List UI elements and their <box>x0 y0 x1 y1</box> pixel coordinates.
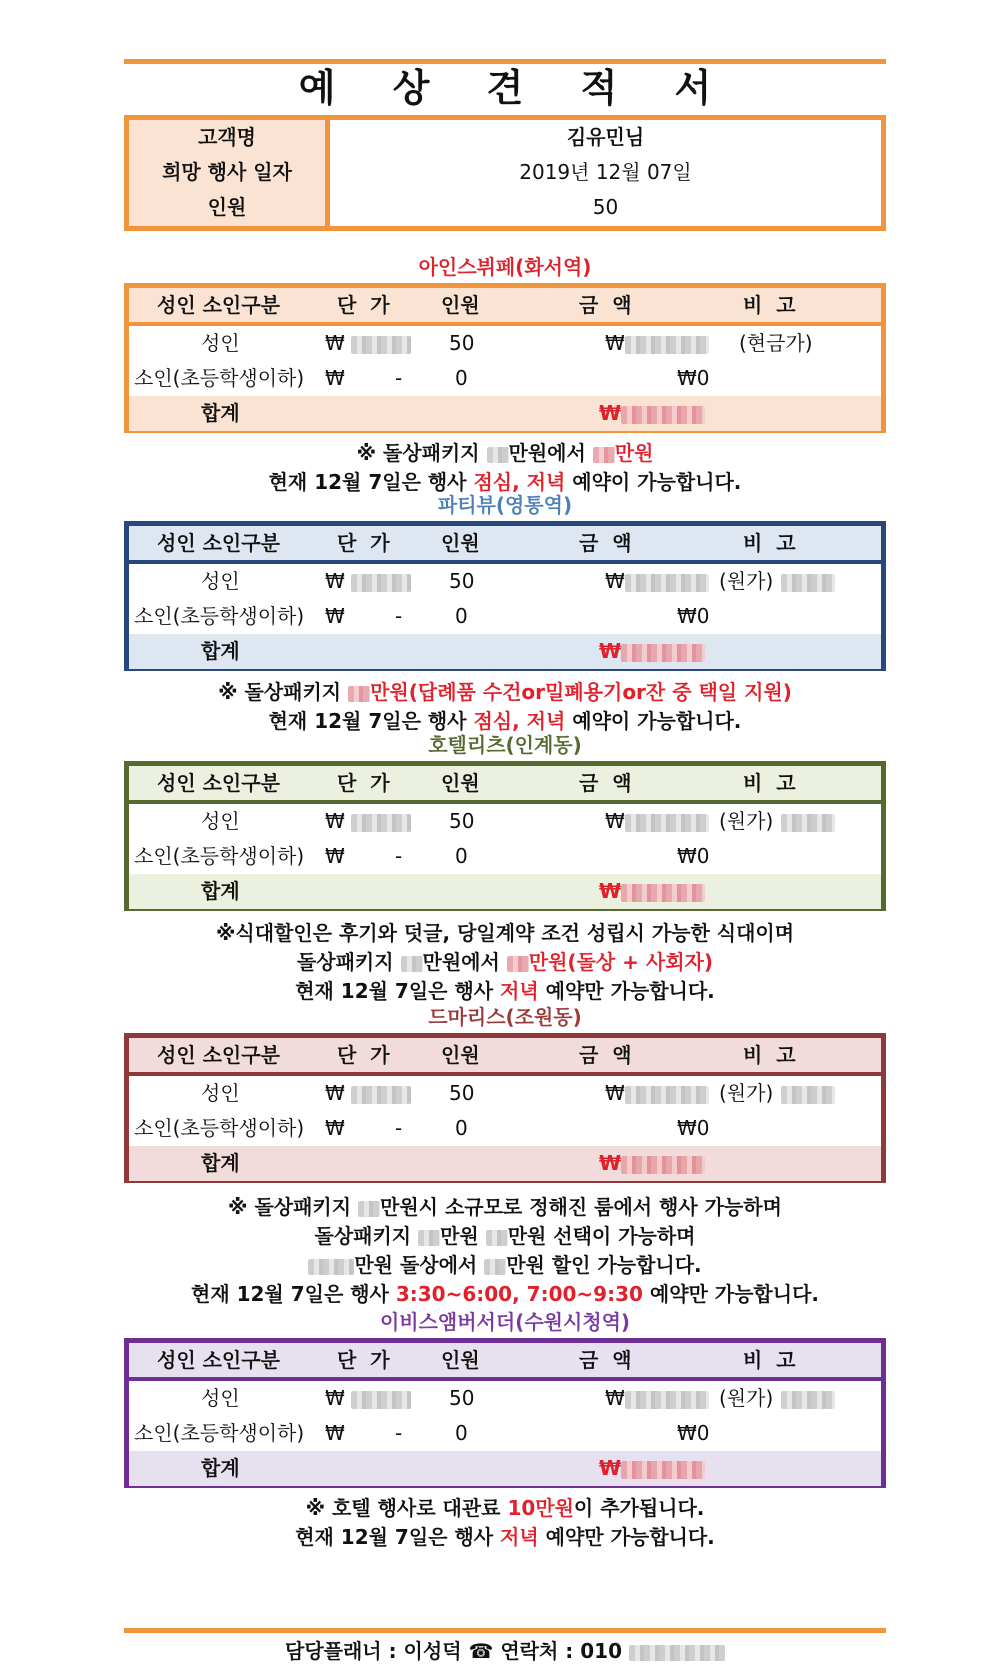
child-amount: ₩0 <box>677 604 710 628</box>
people-label: 인원 <box>207 195 247 219</box>
customer-info-labels <box>129 120 330 226</box>
dash: - <box>395 844 403 868</box>
header-unit-price: 단 가 <box>337 1043 390 1067</box>
redacted-unit-price <box>351 1076 411 1111</box>
child-label: 소인(초등학생이하) <box>134 366 305 390</box>
won-sign: ₩ <box>599 401 622 425</box>
redacted-note <box>781 1076 835 1111</box>
header-category: 성인 소인구분 <box>157 771 280 795</box>
header-unit-price: 단 가 <box>337 771 390 795</box>
redacted-amount <box>625 804 709 839</box>
venue-note-line: 현재 12월 7일은 행사 저녁 예약만 가능합니다. <box>295 979 715 1003</box>
total-row <box>129 1146 881 1181</box>
redacted-unit-price <box>351 326 411 361</box>
dash: - <box>395 366 403 390</box>
venue-note-line: ※ 돌상패키지 만원에서 만원 <box>356 441 654 465</box>
child-row <box>129 1416 881 1451</box>
quote-header-row <box>129 288 881 326</box>
header-category: 성인 소인구분 <box>157 1043 280 1067</box>
child-row <box>129 1111 881 1146</box>
won-sign: ₩ <box>599 879 622 903</box>
redacted-amount <box>625 1381 709 1416</box>
won-sign: ₩ <box>605 809 625 833</box>
planner-contact: 담당플래너 : 이성덕 ☎ 연락처 : 010 <box>124 1636 886 1666</box>
header-note: 비 고 <box>743 531 796 555</box>
adult-note: (원가) <box>719 569 774 593</box>
venue-title: 드마리스(조원동) <box>428 1005 582 1029</box>
total-row <box>129 1451 881 1486</box>
header-people: 인원 <box>441 771 480 795</box>
won-sign: ₩ <box>325 1081 345 1105</box>
redacted-phone <box>629 1645 725 1661</box>
bottom-divider <box>124 1628 886 1633</box>
child-amount: ₩0 <box>677 1116 710 1140</box>
header-note: 비 고 <box>743 1348 796 1372</box>
dash: - <box>395 604 403 628</box>
redacted-total <box>621 874 705 909</box>
child-label: 소인(초등학생이하) <box>134 1116 305 1140</box>
won-sign: ₩ <box>599 1151 622 1175</box>
adult-label: 성인 <box>201 1081 240 1105</box>
adult-people: 50 <box>449 1081 475 1105</box>
adult-label: 성인 <box>201 809 240 833</box>
won-sign: ₩ <box>605 569 625 593</box>
header-unit-price: 단 가 <box>337 531 390 555</box>
won-sign: ₩ <box>605 1081 625 1105</box>
won-sign: ₩ <box>325 569 345 593</box>
page-title: 예 상 견 적 서 <box>298 66 734 110</box>
header-amount: 금 액 <box>579 293 632 317</box>
adult-row <box>129 804 881 839</box>
venue-title: 호텔리츠(인계동) <box>428 733 582 757</box>
won-sign: ₩ <box>599 1456 622 1480</box>
adult-label: 성인 <box>201 331 240 355</box>
adult-people: 50 <box>449 1386 475 1410</box>
venue-title: 아인스뷔페(화서역) <box>418 255 592 279</box>
header-amount: 금 액 <box>579 1348 632 1372</box>
child-people: 0 <box>455 604 468 628</box>
total-label: 합계 <box>201 401 240 425</box>
child-row <box>129 599 881 634</box>
child-amount: ₩0 <box>677 844 710 868</box>
venue-note-line: 만원 돌상에서 만원 할인 가능합니다. <box>124 1250 886 1280</box>
adult-note: (원가) <box>719 1386 774 1410</box>
adult-people: 50 <box>449 331 475 355</box>
quote-header-row <box>129 1038 881 1076</box>
child-people: 0 <box>455 1421 468 1445</box>
header-amount: 금 액 <box>579 771 632 795</box>
venue-note-line: ※ 돌상패키지 만원시 소규모로 정해진 룸에서 행사 가능하며 <box>228 1195 782 1219</box>
redacted-amount <box>625 1076 709 1111</box>
quote-header-row <box>129 1343 881 1381</box>
won-sign: ₩ <box>599 639 622 663</box>
header-people: 인원 <box>441 1348 480 1372</box>
event-date-label: 희망 행사 일자 <box>162 160 292 184</box>
dash: - <box>395 1421 403 1445</box>
venue-note-line: 현재 12월 7일은 행사 3:30~6:00, 7:00~9:30 예약만 가능합니다. <box>191 1282 819 1306</box>
venue-note-line: 현재 12월 7일은 행사 점심, 저녁 예약이 가능합니다. <box>268 709 742 733</box>
venue-quote-table <box>124 1033 886 1183</box>
redacted-total <box>621 1451 705 1486</box>
total-label: 합계 <box>201 1456 240 1480</box>
total-row <box>129 634 881 669</box>
adult-note: (원가) <box>719 809 774 833</box>
header-people: 인원 <box>441 293 480 317</box>
redacted-unit-price <box>351 564 411 599</box>
header-people: 인원 <box>441 531 480 555</box>
header-people: 인원 <box>441 1043 480 1067</box>
venue-note-line: ※ 돌상패키지 만원(답례품 수건or밀폐용기or잔 중 택일 지원) <box>218 680 792 704</box>
child-amount: ₩0 <box>677 366 710 390</box>
redacted-total <box>621 634 705 669</box>
adult-row <box>129 1381 881 1416</box>
header-category: 성인 소인구분 <box>157 531 280 555</box>
header-unit-price: 단 가 <box>337 293 390 317</box>
redacted-unit-price <box>351 1381 411 1416</box>
child-row <box>129 839 881 874</box>
header-amount: 금 액 <box>579 1043 632 1067</box>
customer-name-value: 김유민님 <box>566 125 645 149</box>
venue-note-line: 돌상패키지 만원 만원 선택이 가능하며 <box>314 1224 696 1248</box>
venue-title: 파티뷰(영통역) <box>437 493 573 517</box>
header-note: 비 고 <box>743 293 796 317</box>
redacted-amount <box>625 564 709 599</box>
won-sign: ₩ <box>325 331 345 355</box>
redacted-total <box>621 396 705 431</box>
venue-note-line: ※식대할인은 후기와 덧글, 당일계약 조건 성립시 가능한 식대이며 <box>215 921 795 945</box>
people-value: 50 <box>592 195 619 219</box>
won-sign: ₩ <box>325 809 345 833</box>
total-label: 합계 <box>201 1151 240 1175</box>
won-sign: ₩ <box>325 1421 345 1445</box>
dash: - <box>395 1116 403 1140</box>
child-row <box>129 361 881 396</box>
adult-people: 50 <box>449 809 475 833</box>
customer-info-values <box>330 120 881 226</box>
header-note: 비 고 <box>743 771 796 795</box>
venue-quote-table <box>124 1338 886 1488</box>
redacted-note <box>781 1381 835 1416</box>
quote-header-row <box>129 526 881 564</box>
won-sign: ₩ <box>605 331 625 355</box>
child-people: 0 <box>455 366 468 390</box>
header-unit-price: 단 가 <box>337 1348 390 1372</box>
venue-quote-table <box>124 283 886 433</box>
child-label: 소인(초등학생이하) <box>134 1421 305 1445</box>
total-label: 합계 <box>201 639 240 663</box>
adult-label: 성인 <box>201 569 240 593</box>
header-category: 성인 소인구분 <box>157 1348 280 1372</box>
redacted-amount <box>625 326 709 361</box>
adult-people: 50 <box>449 569 475 593</box>
won-sign: ₩ <box>605 1386 625 1410</box>
quote-header-row <box>129 766 881 804</box>
child-people: 0 <box>455 844 468 868</box>
redacted-note <box>781 564 835 599</box>
child-label: 소인(초등학생이하) <box>134 844 305 868</box>
won-sign: ₩ <box>325 1116 345 1140</box>
redacted-total <box>621 1146 705 1181</box>
adult-row <box>129 564 881 599</box>
adult-label: 성인 <box>201 1386 240 1410</box>
redacted-unit-price <box>351 804 411 839</box>
header-note: 비 고 <box>743 1043 796 1067</box>
header-category: 성인 소인구분 <box>157 293 280 317</box>
adult-row <box>129 1076 881 1111</box>
won-sign: ₩ <box>325 844 345 868</box>
adult-note: (원가) <box>719 1081 774 1105</box>
venue-note-line: 현재 12월 7일은 행사 저녁 예약만 가능합니다. <box>295 1525 715 1549</box>
venue-note-line: ※ 호텔 행사로 대관료 10만원이 추가됩니다. <box>305 1496 705 1520</box>
venue-quote-table <box>124 521 886 671</box>
adult-row <box>129 326 881 361</box>
event-date-value: 2019년 12월 07일 <box>519 160 692 184</box>
venue-quote-table <box>124 761 886 911</box>
customer-name-label: 고객명 <box>198 125 256 149</box>
won-sign: ₩ <box>325 366 345 390</box>
header-amount: 금 액 <box>579 531 632 555</box>
adult-note: (현금가) <box>739 331 813 355</box>
child-amount: ₩0 <box>677 1421 710 1445</box>
child-people: 0 <box>455 1116 468 1140</box>
total-row <box>129 874 881 909</box>
won-sign: ₩ <box>325 1386 345 1410</box>
customer-info-table <box>124 115 886 231</box>
venue-title: 이비스앰버서더(수원시청역) <box>379 1310 631 1334</box>
child-label: 소인(초등학생이하) <box>134 604 305 628</box>
total-row <box>129 396 881 431</box>
total-label: 합계 <box>201 879 240 903</box>
venue-note-line: 돌상패키지 만원에서 만원(돌상 + 사회자) <box>296 950 714 974</box>
venue-note-line: 현재 12월 7일은 행사 점심, 저녁 예약이 가능합니다. <box>268 470 742 494</box>
redacted-note <box>781 804 835 839</box>
won-sign: ₩ <box>325 604 345 628</box>
